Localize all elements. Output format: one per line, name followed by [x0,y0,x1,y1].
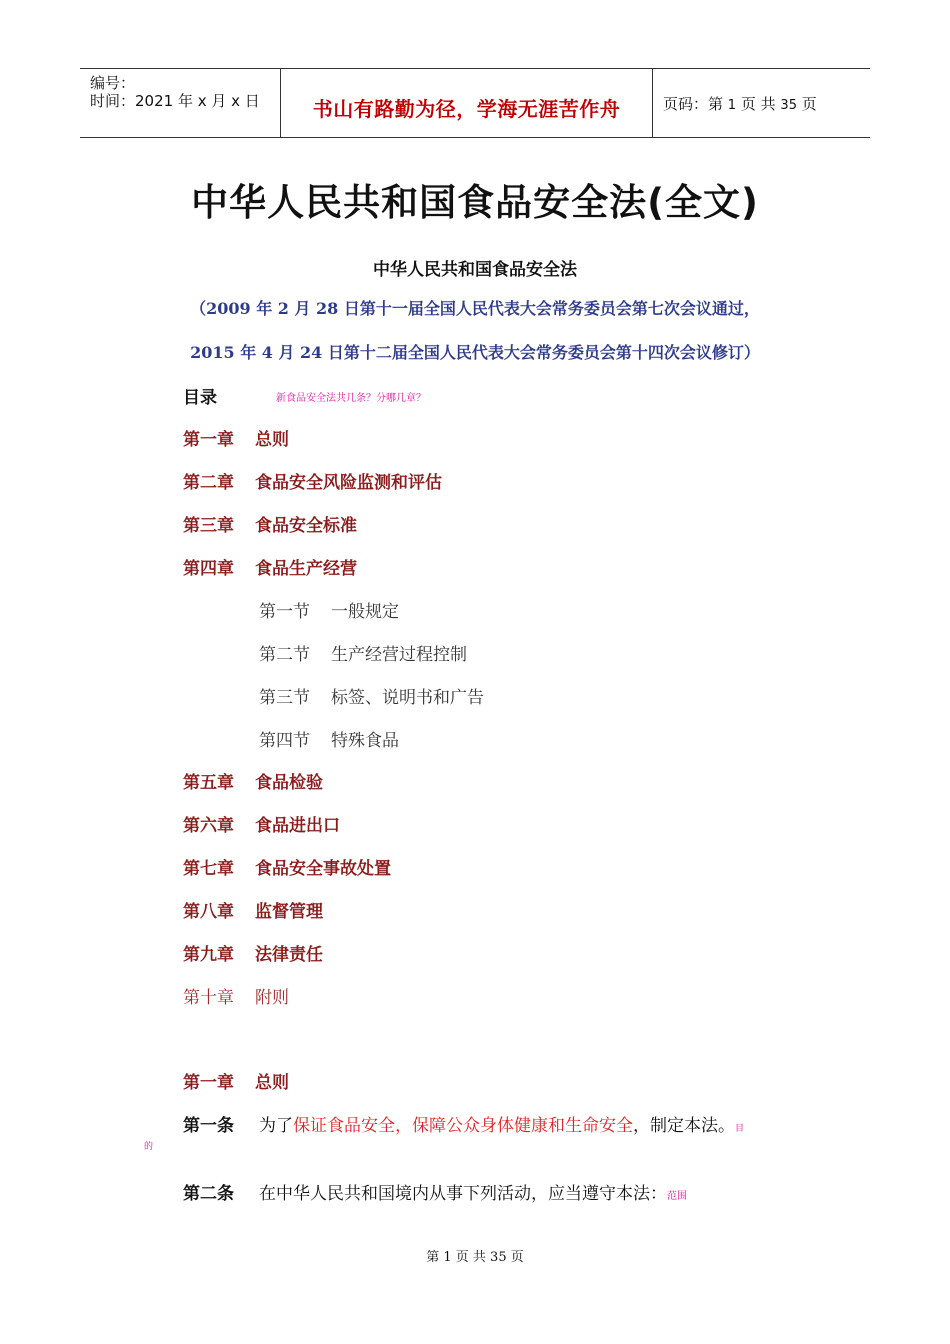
toc-chapter-9 [183,940,323,965]
toc-chapter-4 [183,554,357,579]
toc-section-1 [259,597,399,622]
toc-chapter-title: 食品进出口 [255,816,340,836]
page-prefix: 页码：第 [663,95,724,113]
enactment-note-line1: （2009 年 2 月 28 日第十一届全国人民代表大会常务委员会第七次会议通过， [190,299,760,318]
body-chapter-title: 总则 [255,1073,289,1093]
header-motto-cell [281,69,653,137]
toc-chapter-num: 第十章 [183,988,234,1008]
page-suffix: 页 [801,95,817,113]
toc-chapter-num: 第二章 [183,473,234,493]
toc-chapter-title: 法律责任 [255,945,323,965]
enactment-note-line2: 2015 年 4 月 24 日第十二届全国人民代表大会常务委员会第十四次会议修订） [190,343,760,362]
toc-section-title: 一般规定 [331,602,399,622]
article-1-post: ，制定本法。 [633,1116,735,1136]
body-chapter-heading [183,1068,289,1093]
article-1-num: 第一条 [183,1116,234,1136]
toc-chapter-title: 食品安全事故处置 [255,859,391,879]
time-text: 时间：2021 年 x 月 x 日 [90,92,260,110]
page-total: 35 [780,98,797,113]
document-subtitle: 中华人民共和国食品安全法 [373,260,577,280]
toc-chapter-num: 第三章 [183,516,234,536]
toc-section-num: 第二节 [259,645,310,665]
number-label: 编号： [90,74,136,92]
toc-chapter-num: 第七章 [183,859,234,879]
article-2-note: 范围 [667,1191,687,1202]
toc-section-num: 第四节 [259,731,310,751]
motto: 书山有路勤为径，学海无涯苦作舟 [312,97,621,121]
article-1-highlight: 保证食品安全，保障公众身体健康和生命安全 [293,1116,633,1136]
toc-chapter-num: 第六章 [183,816,234,836]
toc-section-2 [259,640,467,665]
header-table [80,68,870,138]
article-1-note-b: 的 [144,1142,154,1152]
page-info [663,93,817,114]
page-current: 1 [727,98,737,113]
page-footer: 第 1 页 共 35 页 [426,1250,524,1265]
body-chapter-num: 第一章 [183,1073,234,1093]
toc-chapter-num: 第四章 [183,559,234,579]
toc-chapter-num: 第九章 [183,945,234,965]
article-2-body: 在中华人民共和国境内从事下列活动，应当遵守本法： [259,1184,667,1204]
toc-section-4 [259,726,399,751]
toc-chapter-num: 第八章 [183,902,234,922]
toc-chapter-title: 附则 [255,988,289,1008]
article-2-text [259,1179,687,1204]
article-1-pre: 为了 [259,1116,293,1136]
toc-section-title: 特殊食品 [331,731,399,751]
article-1-note-a: 目 [735,1124,745,1134]
toc-chapter-2 [183,468,442,493]
toc-chapter-num: 第一章 [183,430,234,450]
article-2-num: 第二条 [183,1184,234,1204]
toc-section-num: 第三节 [259,688,310,708]
toc-chapter-title: 食品生产经营 [255,559,357,579]
toc-question: 新食品安全法共几条？分哪几章？ [276,393,426,404]
toc-chapter-title: 食品安全风险监测和评估 [255,473,442,493]
header-meta-cell [80,69,281,137]
toc-label: 目录 [183,388,217,408]
article-1-text [259,1111,744,1136]
toc-section-title: 生产经营过程控制 [331,645,467,665]
toc-chapter-title: 总则 [255,430,289,450]
document-title: 中华人民共和国食品安全法(全文) [191,181,759,224]
page-mid: 页 共 [740,95,776,113]
toc-chapter-1 [183,425,289,450]
toc-chapter-10 [183,983,289,1008]
toc-chapter-8 [183,897,323,922]
toc-chapter-7 [183,854,391,879]
toc-chapter-title: 食品安全标准 [255,516,357,536]
toc-section-3 [259,683,484,708]
toc-chapter-num: 第五章 [183,773,234,793]
toc-chapter-3 [183,511,357,536]
toc-section-num: 第一节 [259,602,310,622]
header-page-cell [653,69,870,137]
toc-section-title: 标签、说明书和广告 [331,688,484,708]
toc-chapter-5 [183,768,323,793]
toc-chapter-6 [183,811,340,836]
toc-chapter-title: 食品检验 [255,773,323,793]
toc-chapter-title: 监督管理 [255,902,323,922]
